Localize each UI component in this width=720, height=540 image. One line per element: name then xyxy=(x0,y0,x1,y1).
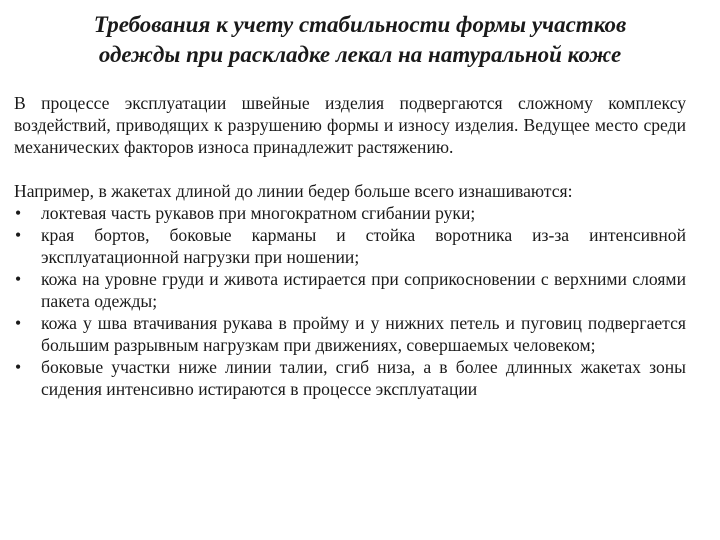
wear-zones-list xyxy=(14,202,686,400)
bullet-icon: • xyxy=(15,269,22,289)
list-item xyxy=(14,268,686,312)
bullet-icon: • xyxy=(15,203,22,223)
bullet-icon: • xyxy=(15,357,22,377)
list-item xyxy=(14,356,686,400)
list-item xyxy=(14,312,686,356)
slide-body xyxy=(14,92,686,400)
list-item xyxy=(14,224,686,268)
slide-title xyxy=(40,10,680,70)
intro-paragraph: В процессе эксплуатации швейные изделия подвергаются сложному комплексу воздействий, приводящих к разрушению формы и износу изделия. Ведущее место среди механических факторов износа принадлежит растяжению. xyxy=(14,93,686,157)
list-item-text: кожа на уровне груди и живота истирается при соприкосновении с верхними слоями пакета одежды; xyxy=(41,269,686,311)
list-item-text: локтевая часть рукавов при многократном сгибании руки; xyxy=(41,203,476,223)
slide-title-line-2: одежды при раскладке лекал на натуральной коже xyxy=(98,42,622,67)
bullet-icon: • xyxy=(15,225,22,245)
bullet-icon: • xyxy=(15,313,22,333)
list-item xyxy=(14,202,686,224)
list-item-text: боковые участки ниже линии талии, сгиб низа, а в более длинных жакетах зоны сидения интенсивно истираются в процессе эксплуатации xyxy=(41,357,686,399)
example-lead-paragraph: Например, в жакетах длиной до линии бедер больше всего изнашиваются: xyxy=(14,181,573,201)
list-item-text: кожа у шва втачивания рукава в пройму и у нижних петель и пуговиц подвергается большим разрывным нагрузкам при движениях, совершаемых человеком; xyxy=(41,313,686,355)
slide-title-line-1: Требования к учету стабильности формы участков xyxy=(93,12,627,37)
list-item-text: края бортов, боковые карманы и стойка воротника из-за интенсивной эксплуатационной нагрузки при ношении; xyxy=(41,225,686,267)
